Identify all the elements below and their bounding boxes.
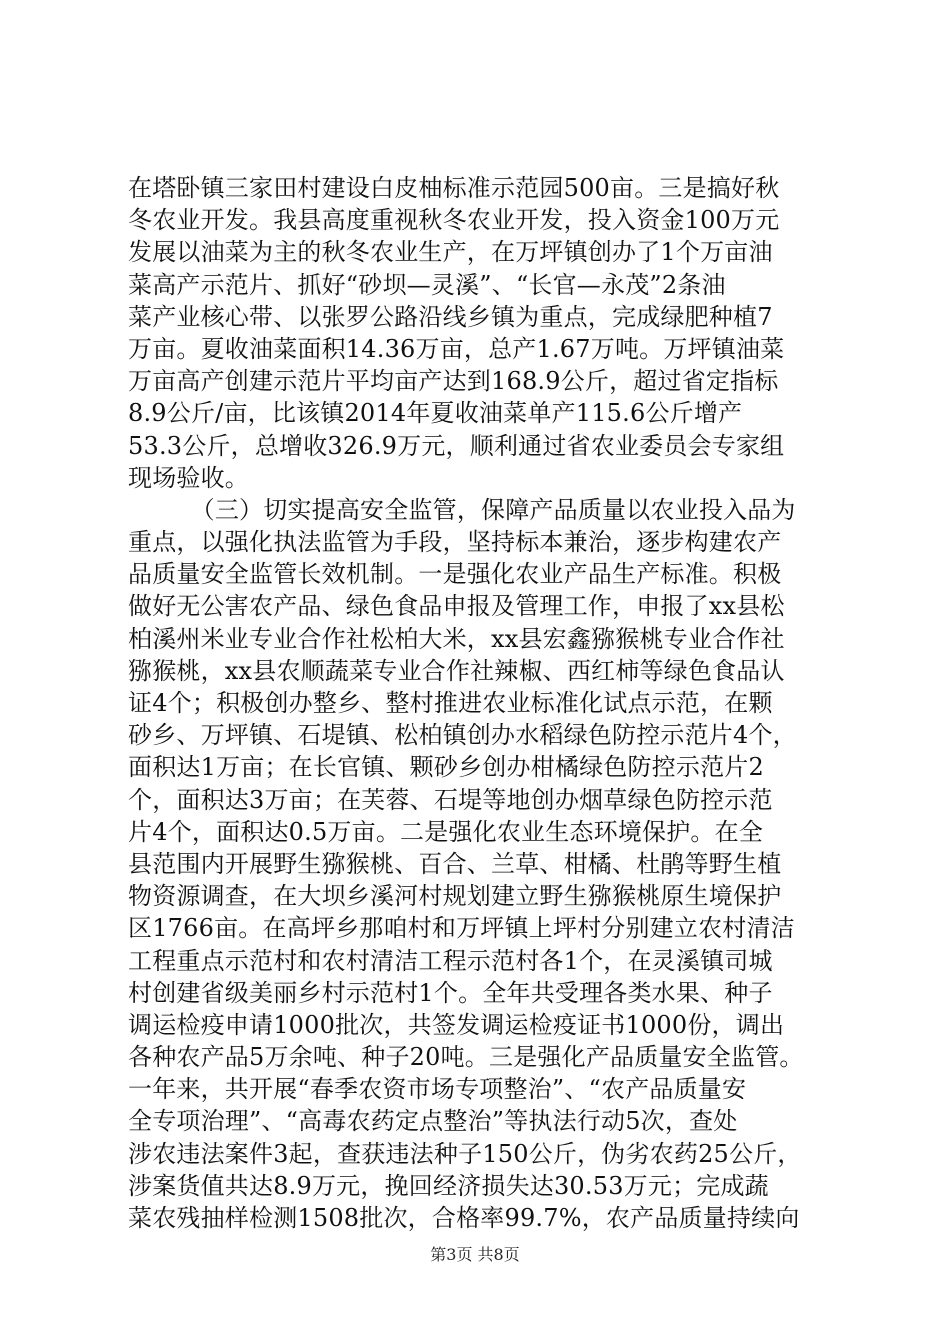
text-line: 个，面积达3万亩；在芙蓉、石堤等地创办烟草绿色防控示范: [128, 785, 773, 814]
text-line: 万亩高产创建示范片平均亩产达到168.9公斤，超过省定指标: [128, 367, 779, 396]
text-line: 柏溪州米业专业合作社松柏大米，xx县宏鑫猕猴桃专业合作社: [128, 624, 785, 653]
text-line: 调运检疫申请1000批次，共签发调运检疫证书1000份，调出: [128, 1010, 785, 1039]
text-line: 8.9公斤/亩，比该镇2014年夏收油菜单产115.6公斤增产: [128, 399, 743, 428]
text-line: 在塔卧镇三家田村建设白皮柚标准示范园500亩。三是搞好秋: [128, 174, 780, 202]
text-line: 面积达1万亩；在长官镇、颗砂乡创办柑橘绿色防控示范片2: [128, 753, 764, 782]
text-line: 重点，以强化执法监管为手段，坚持标本兼治，逐步构建农产: [128, 528, 782, 557]
text-line: 各种农产品5万余吨、种子20吨。三是强化产品质量安全监管。: [128, 1043, 804, 1072]
text-line: 证4个；积极创办整乡、整村推进农业标准化试点示范，在颗: [128, 689, 773, 717]
text-line: 品质量安全监管长效机制。一是强化农业产品生产标准。积极: [128, 560, 782, 589]
text-line: 工程重点示范村和农村清洁工程示范村各1个，在灵溪镇司城: [128, 946, 773, 975]
text-line: 一年来，共开展“春季农资市场专项整治”、“农产品质量安: [128, 1075, 747, 1104]
text-line: 涉案货值共达8.9万元，挽回经济损失达30.53万元；完成蔬: [128, 1171, 769, 1200]
text-line: 片4个，面积达0.5万亩。二是强化农业生态环境保护。在全: [128, 817, 764, 846]
text-line: （三）切实提高安全监管，保障产品质量以农业投入品为: [128, 495, 796, 524]
text-line: 53.3公斤，总增收326.9万元，顺利通过省农业委员会专家组: [128, 431, 785, 460]
text-line: 猕猴桃，xx县农顺蔬菜专业合作社辣椒、西红柿等绿色食品认: [128, 656, 785, 685]
text-line: 涉农违法案件3起，查获违法种子150公斤，伪劣农药25公斤，: [128, 1139, 802, 1168]
text-line: 菜农残抽样检测1508批次，合格率99.7%，农产品质量持续向: [128, 1204, 800, 1232]
text-line: 物资源调查，在大坝乡溪河村规划建立野生猕猴桃原生境保护: [128, 882, 782, 911]
text-line: 发展以油菜为主的秋冬农业生产，在万坪镇创办了1个万亩油: [128, 238, 773, 267]
text-line: 现场验收。: [128, 463, 249, 492]
text-line: 做好无公害农产品、绿色食品申报及管理工作，申报了xx县松: [128, 592, 785, 621]
text-line: 菜产业核心带、以张罗公路沿线乡镇为重点，完成绿肥种植7: [128, 302, 773, 331]
text-line: 万亩。夏收油菜面积14.36万亩，总产1.67万吨。万坪镇油菜: [128, 334, 785, 363]
text-line: 菜高产示范片、抓好“砂坝—灵溪”、“长官—永茂”2条油: [128, 270, 726, 299]
text-line: 县范围内开展野生猕猴桃、百合、兰草、柑橘、杜鹃等野生植: [128, 849, 782, 878]
text-line: 砂乡、万坪镇、石堤镇、松柏镇创办水稻绿色防控示范片4个，: [128, 721, 797, 750]
text-line: 区1766亩。在高坪乡那咱村和万坪镇上坪村分别建立农村清洁: [128, 914, 795, 943]
text-line: 冬农业开发。我县高度重视秋冬农业开发，投入资金100万元: [128, 206, 780, 235]
body-text: [128, 172, 848, 1234]
text-line: 村创建省级美丽乡村示范村1个。全年共受理各类水果、种子: [128, 978, 773, 1007]
page-number-footer: 第3页 共8页: [430, 1245, 520, 1264]
text-line: 全专项治理”、“高毒农药定点整治”等执法行动5次，查处: [128, 1107, 738, 1136]
